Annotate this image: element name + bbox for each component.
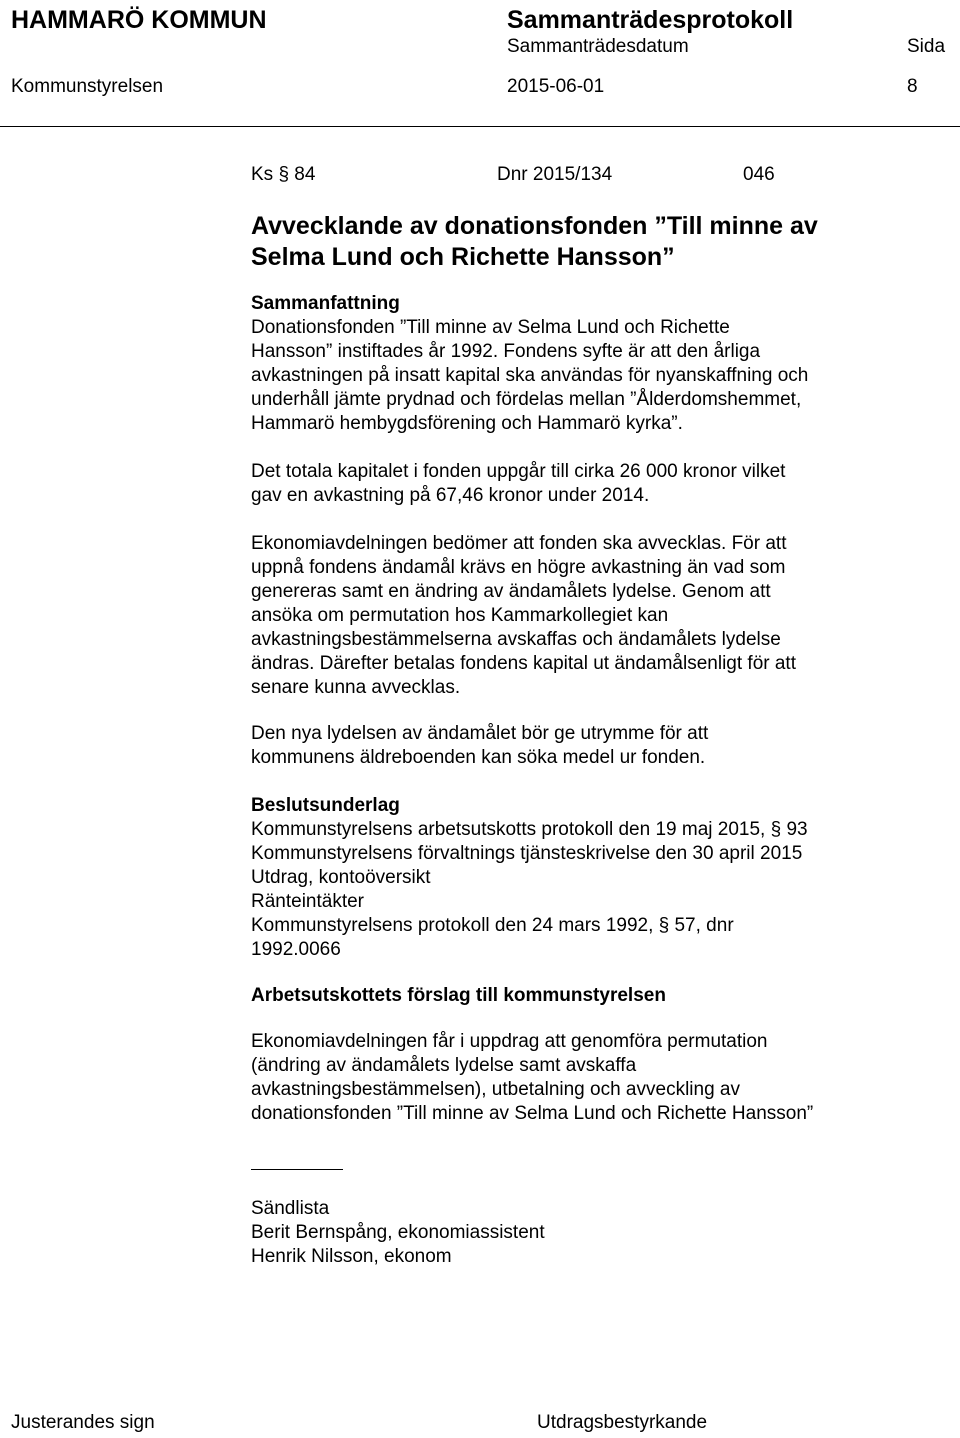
case-diary-number: Dnr 2015/134 [497, 164, 613, 185]
meeting-date: 2015-06-01 [507, 76, 605, 97]
page-number: 8 [907, 76, 918, 97]
decision-basis-heading: Beslutsunderlag [251, 795, 400, 816]
case-code: 046 [743, 164, 775, 185]
document-type: Sammanträdesprotokoll [507, 6, 794, 34]
meeting-date-label: Sammanträdesdatum [507, 36, 689, 57]
summary-paragraph: Det totala kapitalet i fonden uppgår till cirka 26 000 kronor vilket gav en avkastning på 67,46 kronor under 2014. [251, 461, 786, 506]
distribution-section [251, 1197, 891, 1269]
distribution-divider [251, 1169, 343, 1170]
summary-paragraph: Den nya lydelsen av ändamålet bör ge utrymme för att kommunens äldreboenden kan söka medel ur fonden. [251, 723, 709, 768]
case-paragraph-number: Ks § 84 [251, 164, 316, 185]
assessment-paragraph [251, 532, 891, 700]
committee-name: Kommunstyrelsen [11, 76, 164, 97]
summary-section [251, 292, 891, 436]
header-divider [0, 126, 960, 127]
summary-heading: Sammanfattning [251, 293, 400, 314]
page-label: Sida [907, 36, 946, 57]
decision-basis-section [251, 794, 891, 962]
proposal-text: Ekonomiavdelningen får i uppdrag att genomföra permutation (ändring av ändamålets lydelse samt avskaffa avkastningsbestämmelsen), utbetalning och avveckling av donationsfonden ”Till minne av Selma Lund och Richette Hansson” [251, 1031, 814, 1124]
summary-paragraph: Ekonomiavdelningen bedömer att fonden ska avvecklas. För att uppnå fondens ändamål krävs en högre avkastning än vad som genereras samt en ändring av ändamålets lydelse. Genom att ansöka om permutation hos Kammarkollegiet kan avkastningsbestämmelserna avskaffas och ändamålets lydelse ändras. Därefter betalas fondens kapital ut ändamålsenligt för att senare kunna avvecklas. [251, 533, 796, 698]
footer-certification-label: Utdragsbestyrkande [537, 1412, 708, 1433]
proposal-heading-block [251, 984, 891, 1008]
new-purpose-paragraph [251, 722, 891, 770]
proposal-heading: Arbetsutskottets förslag till kommunstyrelsen [251, 985, 666, 1006]
distribution-list: Sändlista Berit Bernspång, ekonomiassistent Henrik Nilsson, ekonom [251, 1198, 545, 1267]
proposal-section [251, 1030, 891, 1126]
summary-paragraph: Donationsfonden ”Till minne av Selma Lund och Richette Hansson” instiftades år 1992. Fondens syfte är att den årliga avkastningen på insatt kapital ska användas för nyanskaffning och underhåll jämte prydnad och fördelas mellan ”Ålderdomshemmet, Hammarö hembygdsförening och Hammarö kyrka”. [251, 317, 809, 434]
organization-name: HAMMARÖ KOMMUN [11, 6, 267, 34]
case-title [251, 211, 818, 273]
capital-paragraph [251, 460, 891, 508]
decision-basis-list: Kommunstyrelsens arbetsutskotts protokoll den 19 maj 2015, § 93 Kommunstyrelsens förvaltnings tjänsteskrivelse den 30 april 2015 Utdrag, kontoöversikt Ränteintäkter Kommunstyrelsens protokoll den 24 mars 1992, § 57, dnr 1992.0066 [251, 819, 808, 960]
footer-signature-label: Justerandes sign [11, 1412, 155, 1433]
case-title-line: Selma Lund och Richette Hansson” [251, 243, 675, 271]
case-title-line: Avvecklande av donationsfonden ”Till minne av [251, 212, 818, 240]
